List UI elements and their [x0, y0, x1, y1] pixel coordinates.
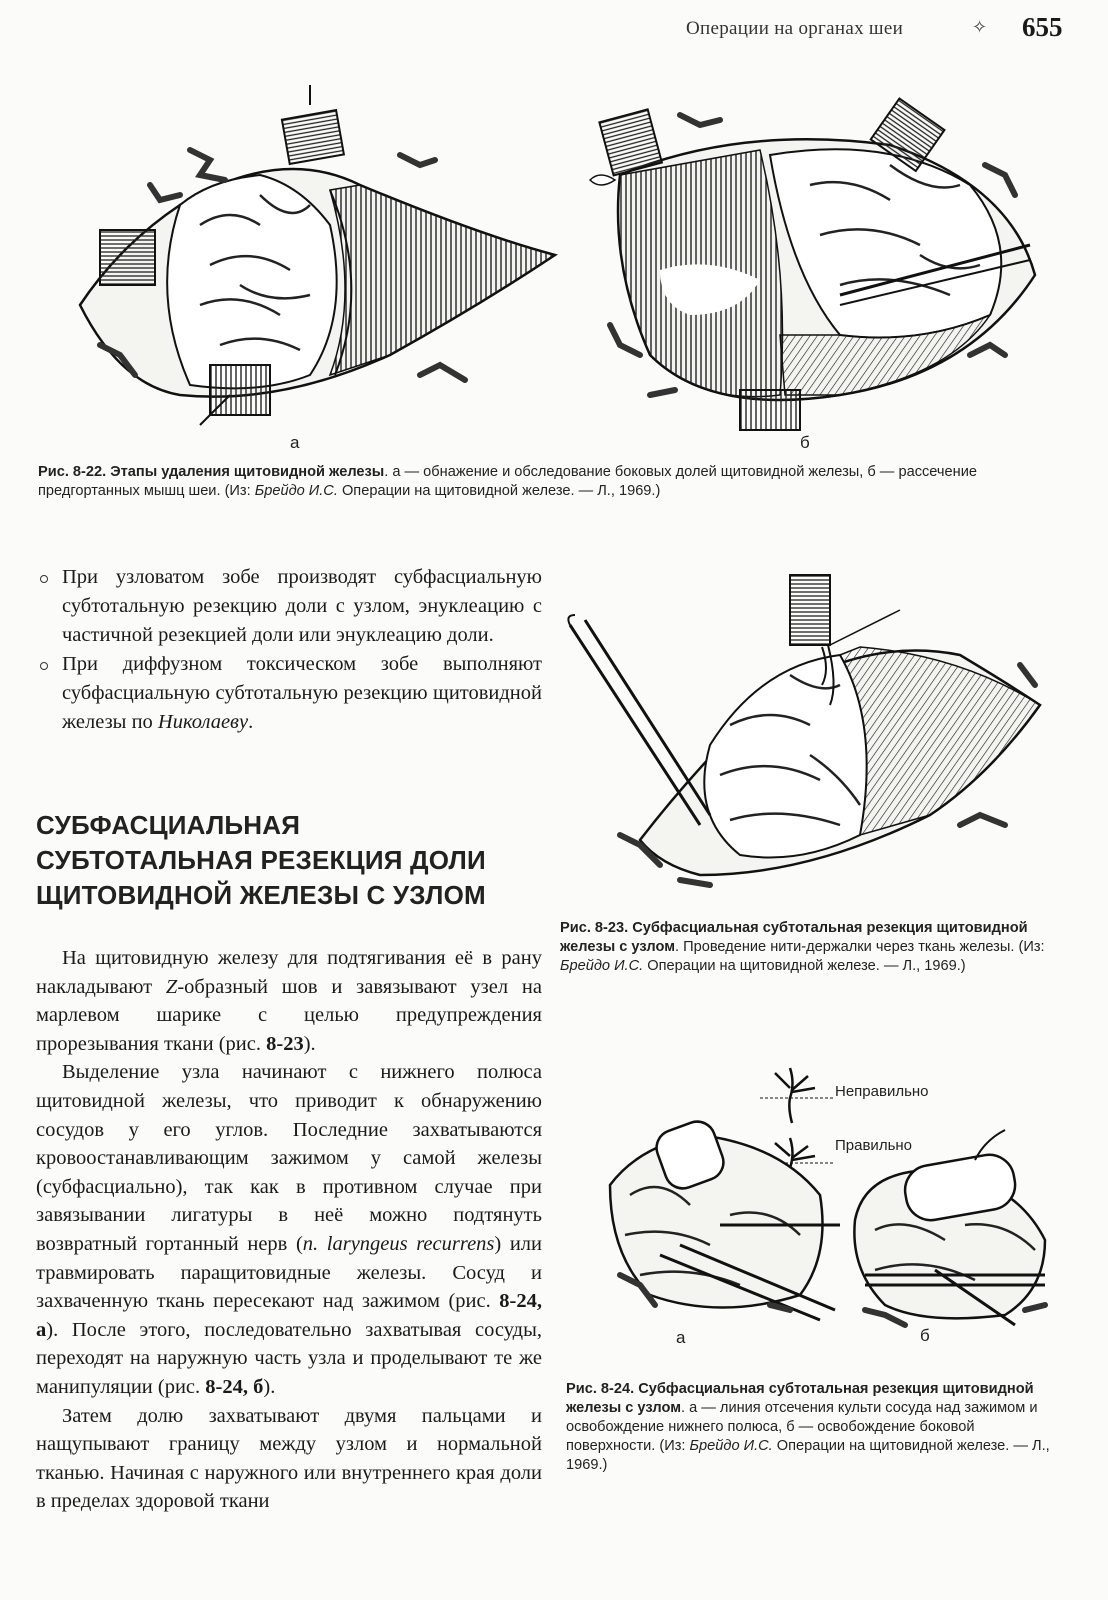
- figure-8-22b-illustration: [590, 95, 1050, 430]
- caption-title: Этапы удаления щитовидной железы: [110, 464, 385, 480]
- bullet-item: При диффузном токсическом зобе выполняют субфасциальную субтотальную резекцию щитовидной железы по Николаеву.: [36, 650, 542, 737]
- figure-8-24-caption: Рис. 8-24. Субфасциальная субтотальная резекция щитовидной железы с узлом. а — линия отсечения культи сосуда над зажимом и освобождение нижнего полюса, б — освобождение боковой поверхности. (Из: Брейдо И.С. Операции на щитовидной железе. — Л., 1969.): [566, 1381, 1050, 1473]
- figure-8-23-illustration: [560, 575, 1060, 895]
- figure-8-22b-label: б: [800, 433, 810, 452]
- caption-source: Операции на щитовидной железе. — Л., 1969.): [337, 483, 661, 499]
- figure-8-23-caption: Рис. 8-23. Субфасциальная субтотальная резекция щитовидной железы с узлом. Проведение нити-держалки через ткань железы. (Из: Брейдо И.С. Операции на щитовидной железе. — Л., 1969.): [560, 920, 1045, 974]
- bullet-list: [36, 563, 542, 737]
- paragraph: Выделение узла начинают с нижнего полюса щитовидной железы, что приводит к обнаружению сосудов у его углов. Последние захватываются кровоостанавливающим зажимом у самой железы (субфасциально), так как в противном случае при завязывании лигатуры в неё можно подтянуть возвратный гортанный нерв (n. laryngeus recurrens) или травмировать паращитовидные железы. Сосуд и захваченную ткань пересекают над зажимом (рис. 8-24, а). После этого, последовательно захватывая сосуды, переходят на наружную часть узла и проделывают те же манипуляции (рис. 8-24, б).: [36, 1061, 542, 1398]
- paragraph: Затем долю захватывают двумя пальцами и нащупывают границу между узлом и нормальной тканью. Начиная с наружного или внутреннего края доли в пределах здоровой ткани: [36, 1404, 542, 1513]
- header-ornament-icon: ✧: [972, 17, 988, 37]
- figure-8-22a-label: а: [290, 433, 300, 452]
- section-heading: СУБФАСЦИАЛЬНАЯ СУБТОТАЛЬНАЯ РЕЗЕКЦИЯ ДОЛИ ЩИТОВИДНОЙ ЖЕЛЕЗЫ С УЗЛОМ: [36, 810, 486, 910]
- caption-number: Рис. 8-22.: [38, 464, 107, 480]
- label-correct: Правильно: [835, 1137, 913, 1154]
- caption-author: Брейдо И.С.: [254, 483, 338, 499]
- running-header-title: Операции на органах шеи: [686, 18, 904, 39]
- figure-8-24a-illustration: [600, 1105, 840, 1320]
- caption-text: . а — обнажение и обследование боковых долей щитовидной железы, б — рассечение предгортанных мышц шеи. (Из:: [38, 464, 977, 499]
- label-incorrect: Неправильно: [835, 1083, 929, 1100]
- bullet-icon: [40, 662, 48, 670]
- bullet-item: При узловатом зобе производят субфасциальную субтотальную резекцию доли с узлом, энуклеацию с частичной резекцией доли или энуклеацию доли.: [36, 563, 542, 650]
- figure-8-24a-label: а: [676, 1328, 686, 1347]
- body-text: [36, 944, 542, 1516]
- page-number: 655: [1022, 12, 1063, 42]
- figure-8-24b-label: б: [920, 1326, 930, 1345]
- figure-8-24b-illustration: [845, 1130, 1065, 1325]
- figure-8-22a-illustration: [60, 95, 570, 430]
- bullet-icon: [40, 575, 48, 583]
- paragraph: На щитовидную железу для подтягивания её в рану накладывают Z-образный шов и завязывают узел на марлевом шарике с целью предупреждения прорезывания ткани (рис. 8-23).: [36, 947, 542, 1055]
- figure-8-22-caption: [38, 463, 1058, 501]
